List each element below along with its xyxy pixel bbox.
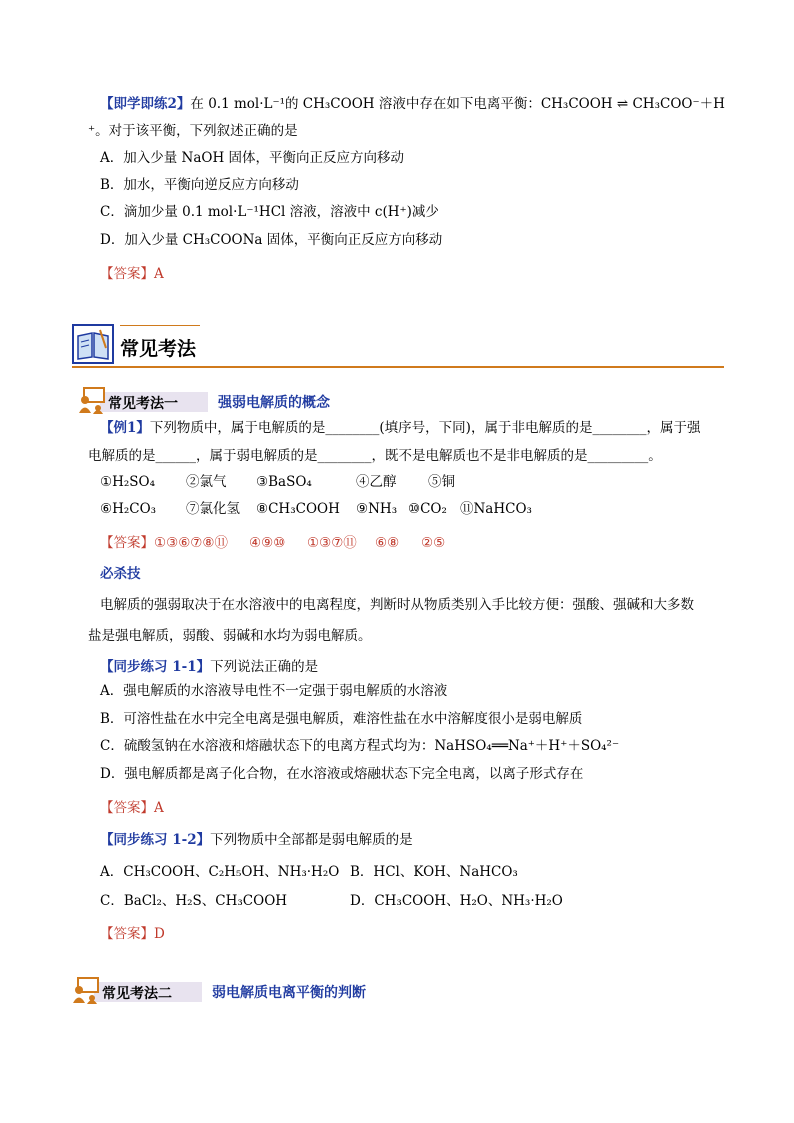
sync-1-1-text: 下列说法正确的是 [210,659,319,675]
practice-2-option-c: C．滴加少量 0.1 mol·L⁻¹HCl 溶液，溶液中 c(H⁺)减少 [100,204,439,220]
practice-2-stem-text: 在 0.1 mol·L⁻¹的 CH₃COOH 溶液中存在如下电离平衡：CH₃COOH ⇌ CH₃COO⁻＋H [190,96,725,112]
item-1: ①H₂SO₄ [100,474,156,490]
practice-2-tag: 【即学即练2】 [100,96,191,112]
sync-1-2-option-c: C．BaCl₂、H₂S、CH₃COOH [100,893,288,909]
answer-3: ①③⑦⑪ [307,535,357,551]
sync-1-1-option-d: D．强电解质都是离子化合物，在水溶液或熔融状态下完全电离，以离子形式存在 [100,766,584,782]
item-9: ⑨NH₃ [356,501,398,517]
method-1-label-bar [100,392,208,412]
example-1-text: 下列物质中，属于电解质的是________(填序号，下同)，属于非电解质的是________，属于强 [149,420,701,436]
practice-2-option-a: A．加入少量 NaOH 固体，平衡向正反应方向移动 [100,150,405,166]
answer-value: D [154,926,165,942]
sync-1-1-option-b: B．可溶性盐在水中完全电离是强电解质，难溶性盐在水中溶解度很小是弱电解质 [100,711,583,727]
method-2-label: 常见考法二 [102,986,172,1002]
item-5: ⑤铜 [428,474,455,490]
item-8: ⑧CH₃COOH [256,501,340,517]
sync-1-2-option-d: D．CH₃COOH、H₂O、NH₃·H₂O [350,893,563,909]
example-1-answer [100,533,445,553]
answer-1: ①③⑥⑦⑧⑪ [154,535,229,551]
answer-value: A [154,800,164,816]
example-1-items-row2 [100,499,532,519]
method-1-topic: 强弱电解质的概念 [218,395,330,411]
sync-1-1-option-c: C．硫酸氢钠在水溶液和熔融状态下的电离方程式均为：NaHSO₄══Na⁺＋H⁺＋SO₄²⁻ [100,738,620,754]
item-4: ④乙醇 [356,474,397,490]
item-11: ⑪NaHCO₃ [460,501,532,517]
method-2-label-bar [94,982,202,1002]
trick-line1: 电解质的强弱取决于在水溶液中的电离程度，判断时从物质类别入手比较方便：强酸、强碱和大多数 [100,597,694,613]
sync-1-2-row2 [100,891,563,911]
sync-1-2-row1 [100,862,518,882]
item-6: ⑥H₂CO₃ [100,501,157,517]
open-book-icon [72,324,114,364]
section-header [72,322,724,368]
sync-1-1-tag: 【同步练习 1-1】 [100,659,211,675]
answer-5: ②⑤ [421,535,446,551]
item-2: ②氯气 [186,474,227,490]
sync-1-1-stem [100,657,318,677]
sync-1-2-tag: 【同步练习 1-2】 [100,832,211,848]
section-title: 常见考法 [120,338,197,360]
answer-4: ⑥⑧ [375,535,400,551]
practice-2-option-b: B．加水，平衡向逆反应方向移动 [100,177,299,193]
answer-tag: 【答案】 [100,535,154,551]
teacher-board-icon [78,386,106,414]
item-7: ⑦氯化氢 [186,501,240,517]
trick-line2: 盐是强电解质，弱酸、弱碱和水均为弱电解质。 [88,628,372,644]
sync-1-2-answer [100,924,165,944]
example-1-line1 [100,418,700,438]
answer-tag: 【答案】 [100,800,154,816]
sync-1-1-answer [100,798,164,818]
answer-2: ④⑨⑩ [249,535,286,551]
section-topline [120,325,200,326]
trick-title: 必杀技 [100,566,141,582]
practice-2-option-d: D．加入少量 CH₃COONa 固体，平衡向正反应方向移动 [100,232,443,248]
teacher-board-icon [72,976,100,1004]
item-3: ③BaSO₄ [256,474,312,490]
sync-1-1-option-a: A．强电解质的水溶液导电性不一定强于弱电解质的水溶液 [100,683,448,699]
sync-1-2-option-b: B．HCl、KOH、NaHCO₃ [350,864,518,880]
answer-tag: 【答案】 [100,926,154,942]
method-1-label: 常见考法一 [108,396,178,412]
practice-2-stem-line2: ⁺。对于该平衡，下列叙述正确的是 [88,123,298,139]
practice-2-answer [100,264,164,284]
answer-value: A [154,266,164,282]
item-10: ⑩CO₂ [408,501,447,517]
sync-1-2-option-a: A．CH₃COOH、C₂H₅OH、NH₃·H₂O [100,864,340,880]
sync-1-2-stem [100,830,413,850]
practice-2-stem-line1 [100,94,725,114]
method-2-topic: 弱电解质电离平衡的判断 [212,985,366,1001]
example-1-line2: 电解质的是______，属于弱电解质的是________，既不是电解质也不是非电解质的是_________。 [88,448,662,464]
sync-1-2-text: 下列物质中全部都是弱电解质的是 [210,832,413,848]
answer-tag: 【答案】 [100,266,154,282]
example-1-tag: 【例1】 [100,420,150,436]
example-1-items-row1 [100,472,455,492]
